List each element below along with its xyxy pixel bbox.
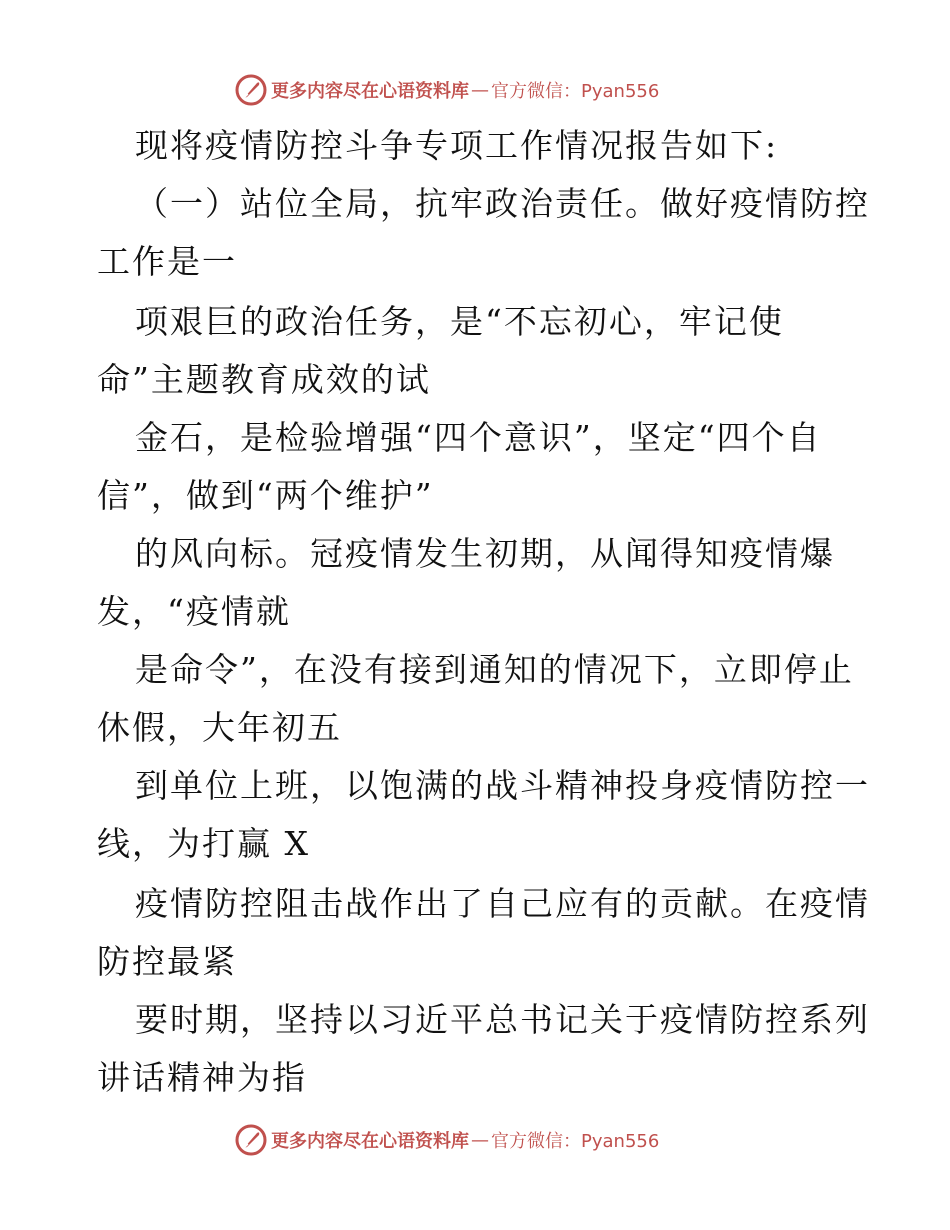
body-line: 工作是一 <box>97 242 237 281</box>
body-line: 金石，是检验增强“四个意识”，坚定“四个自 <box>135 418 822 457</box>
watermark-dash: — <box>471 79 489 101</box>
body-line: 信”，做到“两个维护” <box>97 476 434 515</box>
watermark-contact: 官方微信：Pyan556 <box>491 1131 660 1152</box>
body-line: 命”主题教育成效的试 <box>97 360 431 399</box>
body-line: 防控最紧 <box>97 942 237 981</box>
body-line: 发，“疫情就 <box>97 592 291 631</box>
body-line: 线，为打赢 X <box>97 824 310 863</box>
body-line: 到单位上班，以饱满的战斗精神投身疫情防控一 <box>135 766 870 805</box>
feather-logo-icon <box>235 74 267 106</box>
feather-logo-icon <box>235 1124 267 1156</box>
body-line: 项艰巨的政治任务，是“不忘初心，牢记使 <box>135 302 784 341</box>
watermark-dash: — <box>471 1129 489 1151</box>
body-line: （一）站位全局，抗牢政治责任。做好疫情防控 <box>135 184 870 223</box>
header-watermark <box>235 72 659 108</box>
body-line: 是命令”，在没有接到通知的情况下，立即停止 <box>135 650 854 689</box>
body-line: 要时期，坚持以习近平总书记关于疫情防控系列 <box>135 1000 870 1039</box>
body-line: 休假，大年初五 <box>97 708 342 747</box>
watermark-text: 更多内容尽在心语资料库 <box>271 81 469 102</box>
footer-watermark <box>235 1122 659 1158</box>
body-line: 疫情防控阻击战作出了自己应有的贡献。在疫情 <box>135 884 870 923</box>
body-line: 讲话精神为指 <box>97 1058 307 1097</box>
watermark-text: 更多内容尽在心语资料库 <box>271 1131 469 1152</box>
body-line: 现将疫情防控斗争专项工作情况报告如下: <box>135 126 779 165</box>
watermark-contact: 官方微信：Pyan556 <box>491 81 660 102</box>
body-line: 的风向标。冠疫情发生初期，从闻得知疫情爆 <box>135 534 835 573</box>
